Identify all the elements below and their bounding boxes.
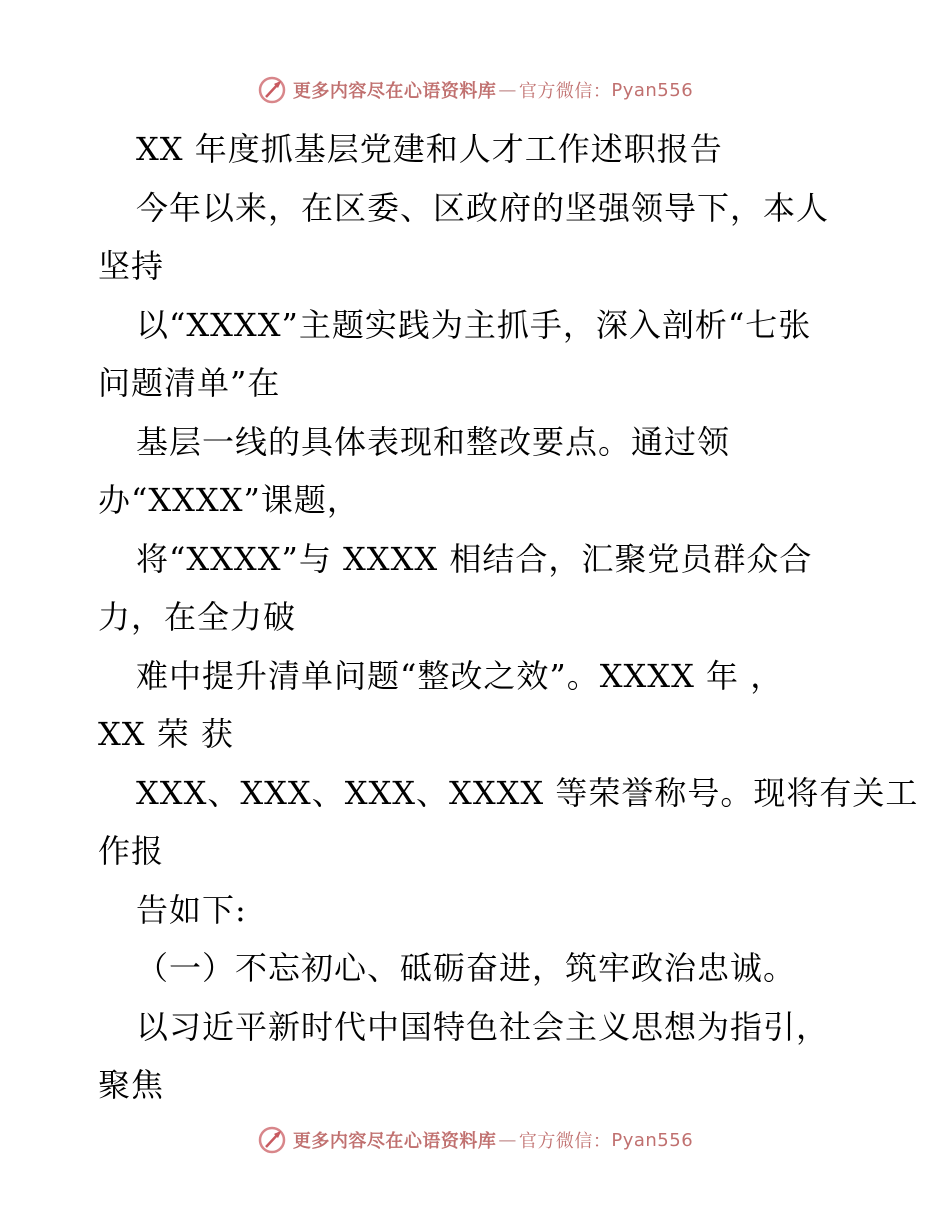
text-line: 难中提升清单问题“整改之效”。XXXX 年 ， bbox=[136, 656, 784, 695]
watermark-dash: — bbox=[498, 1129, 517, 1151]
footer-watermark bbox=[0, 1120, 950, 1160]
watermark-wechat-label: 官方微信： bbox=[518, 1131, 612, 1152]
watermark-wechat-id: Pyan556 bbox=[611, 1129, 694, 1151]
text-line: 将“XXXX”与 XXXX 相结合，汇聚党员群众合 bbox=[136, 539, 813, 578]
text-line: 问题清单”在 bbox=[98, 364, 281, 402]
watermark-site-name: 更多内容尽在心语资料库 bbox=[292, 1131, 497, 1152]
watermark-wechat-id: Pyan556 bbox=[611, 79, 694, 101]
text-line: （一）不忘初心、砥砺奋进，筑牢政治忠诚。 bbox=[136, 949, 797, 987]
text-line: 基层一线的具体表现和整改要点。通过领 bbox=[136, 422, 731, 461]
text-line: 办“XXXX”课题， bbox=[98, 481, 360, 519]
text-line: 力，在全力破 bbox=[98, 598, 297, 636]
watermark-site-name: 更多内容尽在心语资料库 bbox=[292, 81, 497, 102]
text-line: XX 荣 获 bbox=[98, 715, 234, 753]
text-line: 告如下: bbox=[136, 890, 247, 929]
text-line: XX 年度抓基层党建和人才工作述职报告 bbox=[136, 130, 723, 168]
watermark-wechat-label: 官方微信： bbox=[518, 81, 612, 102]
text-line: 以习近平新时代中国特色社会主义思想为指引， bbox=[136, 1007, 830, 1046]
quill-logo-icon bbox=[257, 75, 287, 105]
text-line: 坚持 bbox=[98, 247, 165, 285]
text-line: 聚焦 bbox=[98, 1066, 165, 1104]
text-line: XXX、XXX、XXX、XXXX 等荣誉称号。现将有关工 bbox=[136, 773, 919, 812]
text-line: 作报 bbox=[98, 832, 165, 870]
quill-logo-icon bbox=[257, 1125, 287, 1155]
watermark-dash: — bbox=[498, 79, 517, 101]
text-line: 以“XXXX”主题实践为主抓手，深入剖析“七张 bbox=[136, 305, 812, 344]
document-body bbox=[98, 120, 919, 1115]
text-line: 今年以来，在区委、区政府的坚强领导下，本人 bbox=[136, 188, 830, 227]
header-watermark bbox=[0, 70, 950, 110]
